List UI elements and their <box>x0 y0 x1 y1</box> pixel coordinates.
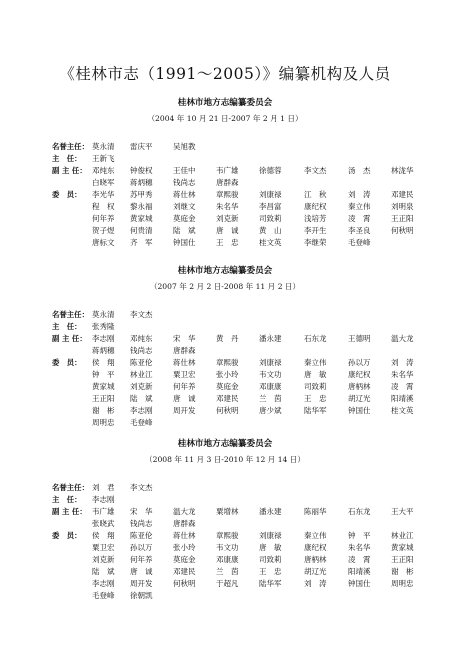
member-name: 毛登峰 <box>92 591 115 600</box>
member-name: 刘 涛 <box>348 190 371 199</box>
member-name: 林业江 <box>130 370 153 379</box>
member-name: 陆华军 <box>259 579 282 588</box>
member-name: 于超凡 <box>216 579 239 588</box>
member-name: 李昌富 <box>259 202 282 211</box>
member-name: 林业江 <box>391 531 414 540</box>
member-name: 何年养 <box>173 382 196 391</box>
member-name: 陆 斌 <box>173 226 196 235</box>
member-name: 李文杰 <box>130 483 153 492</box>
role-label: 名誉主任： <box>52 310 89 319</box>
member-name: 钟国仕 <box>173 238 196 247</box>
member-name: 何贵清 <box>130 226 153 235</box>
role-label: 主 任： <box>52 322 82 331</box>
member-name: 钱尚志 <box>173 178 196 187</box>
member-name: 秦立伟 <box>348 202 371 211</box>
member-row <box>0 393 450 404</box>
member-name: 章熙骏 <box>216 190 239 199</box>
section-title: 桂林市地方志编纂委员会 <box>177 266 273 276</box>
member-name: 唐群森 <box>216 178 239 187</box>
member-name: 黄家城 <box>92 382 115 391</box>
page-title: 《桂林市志（1991～2005）》编纂机构及人员 <box>59 65 391 83</box>
member-name: 蒋仕林 <box>173 531 196 540</box>
role-label: 副 主 任： <box>52 334 87 343</box>
member-name: 李圣良 <box>348 226 371 235</box>
role-label: 主 任： <box>52 495 82 504</box>
member-name: 朱名华 <box>216 202 239 211</box>
member-name: 粟卫宏 <box>92 543 115 552</box>
member-name: 司致莉 <box>259 214 282 223</box>
member-name: 吴旭教 <box>173 142 196 151</box>
member-name: 陆 斌 <box>92 567 115 576</box>
member-name: 韦文功 <box>259 370 282 379</box>
member-name: 江 秋 <box>304 190 327 199</box>
member-name: 何年养 <box>130 555 153 564</box>
member-name: 刘明泉 <box>391 202 414 211</box>
member-name: 邓纯东 <box>92 166 115 175</box>
member-name: 徐德蓉 <box>259 166 282 175</box>
member-name: 陆华军 <box>304 406 327 415</box>
member-name: 王佳中 <box>173 166 196 175</box>
member-row <box>0 201 450 212</box>
section-date-range: （2007 年 2 月 2 日-2008 年 11 月 2 日） <box>149 282 301 291</box>
member-name: 章熙骏 <box>216 358 239 367</box>
member-name: 宋 华 <box>173 334 196 343</box>
member-name: 浅培芳 <box>304 214 327 223</box>
member-name: 雷庆平 <box>130 142 153 151</box>
member-name: 粟增林 <box>216 507 239 516</box>
member-name: 孙以万 <box>130 543 153 552</box>
member-row <box>0 213 450 224</box>
member-name: 王正阳 <box>391 555 414 564</box>
member-name: 秦立伟 <box>304 358 327 367</box>
member-row <box>0 417 450 428</box>
member-name: 唐 诚 <box>216 226 239 235</box>
member-name: 潘永建 <box>259 334 282 343</box>
member-name: 王新飞 <box>92 154 115 163</box>
member-name: 凌 霄 <box>348 555 371 564</box>
member-name: 唐 敏 <box>259 543 282 552</box>
member-name: 兰 茵 <box>216 567 239 576</box>
member-name: 阳靖溪 <box>348 567 371 576</box>
member-name: 何秋明 <box>216 406 239 415</box>
member-name: 齐 军 <box>130 238 153 247</box>
member-name: 王 忠 <box>216 238 239 247</box>
member-name: 韦广雄 <box>216 166 239 175</box>
member-name: 唐群森 <box>173 346 196 355</box>
member-name: 邓康康 <box>259 382 282 391</box>
member-name: 何年养 <box>92 214 115 223</box>
member-name: 黄家城 <box>130 214 153 223</box>
member-name: 钱尚志 <box>130 346 153 355</box>
member-row <box>0 518 450 529</box>
member-name: 刘 君 <box>92 483 115 492</box>
member-name: 贺子煜 <box>92 226 115 235</box>
member-row <box>0 357 450 368</box>
member-row <box>0 482 450 493</box>
member-name: 章熙骏 <box>216 531 239 540</box>
member-name: 刘康禄 <box>259 358 282 367</box>
member-row <box>0 494 450 505</box>
member-name: 王正阳 <box>391 214 414 223</box>
member-name: 阳靖溪 <box>391 394 414 403</box>
role-label: 主 任： <box>52 154 82 163</box>
member-name: 王正阳 <box>92 394 115 403</box>
member-name: 白晓军 <box>92 178 115 187</box>
member-name: 温大龙 <box>173 507 196 516</box>
member-name: 唐标文 <box>92 238 115 247</box>
member-name: 钟 平 <box>92 370 115 379</box>
member-row <box>0 566 450 577</box>
member-name: 司致莉 <box>259 555 282 564</box>
section-date-range: （2008 年 11 月 3 日-2010 年 12 月 14 日） <box>145 455 305 464</box>
member-name: 周明忠 <box>92 418 115 427</box>
member-row <box>0 165 450 176</box>
member-name: 邓康康 <box>216 555 239 564</box>
member-name: 李继荣 <box>304 238 327 247</box>
member-name: 康纪权 <box>348 370 371 379</box>
member-name: 陈亚伦 <box>130 358 153 367</box>
member-row <box>0 333 450 344</box>
member-name: 温大龙 <box>391 334 414 343</box>
member-row <box>0 321 450 332</box>
member-name: 林泷华 <box>391 166 414 175</box>
role-label: 名誉主任： <box>52 483 89 492</box>
member-name: 刘克新 <box>92 555 115 564</box>
member-name: 毛登峰 <box>130 418 153 427</box>
member-name: 侯 翔 <box>92 531 115 540</box>
member-row <box>0 554 450 565</box>
member-name: 谢 彬 <box>92 406 115 415</box>
member-name: 桂文英 <box>391 406 414 415</box>
member-name: 唐柄林 <box>348 382 371 391</box>
member-row <box>0 381 450 392</box>
member-name: 胡辽光 <box>348 394 371 403</box>
member-name: 朱名华 <box>348 543 371 552</box>
member-name: 石东龙 <box>348 507 371 516</box>
member-name: 莫庭金 <box>216 382 239 391</box>
member-name: 张小玲 <box>216 370 239 379</box>
member-name: 王大平 <box>391 507 414 516</box>
member-row <box>0 177 450 188</box>
member-name: 孙以万 <box>348 358 371 367</box>
member-name: 周开发 <box>173 406 196 415</box>
member-row <box>0 141 450 152</box>
member-name: 何秋明 <box>391 226 414 235</box>
member-name: 康纪权 <box>304 543 327 552</box>
member-row <box>0 369 450 380</box>
role-label: 委 员： <box>52 358 82 367</box>
member-name: 黄 丹 <box>216 334 239 343</box>
member-name: 周明忠 <box>391 579 414 588</box>
member-row <box>0 590 450 601</box>
member-name: 司致莉 <box>304 382 327 391</box>
role-label: 委 员： <box>52 190 82 199</box>
member-name: 汤 杰 <box>348 166 371 175</box>
member-name: 莫永清 <box>92 310 115 319</box>
member-name: 桂文英 <box>259 238 282 247</box>
member-name: 张秀隆 <box>92 322 115 331</box>
member-row <box>0 542 450 553</box>
member-name: 刘克新 <box>130 382 153 391</box>
member-row <box>0 153 450 164</box>
member-name: 王 忠 <box>304 394 327 403</box>
member-name: 何秋明 <box>173 579 196 588</box>
role-label: 副 主 任： <box>52 507 87 516</box>
member-name: 张小玲 <box>173 543 196 552</box>
member-name: 苏甲秀 <box>130 190 153 199</box>
member-name: 刘克新 <box>216 214 239 223</box>
member-row <box>0 506 450 517</box>
member-name: 刘 涛 <box>304 579 327 588</box>
member-row <box>0 189 450 200</box>
member-name: 刘 涛 <box>391 358 414 367</box>
member-name: 王德明 <box>348 334 371 343</box>
member-name: 潘永建 <box>259 507 282 516</box>
member-row <box>0 405 450 416</box>
member-row <box>0 225 450 236</box>
member-name: 李志刚 <box>92 579 115 588</box>
member-name: 胡辽光 <box>304 567 327 576</box>
role-label: 委 员： <box>52 531 82 540</box>
section-date-range: （2004 年 10 月 21 日-2007 年 2 月 1 日） <box>147 114 303 123</box>
member-name: 李志刚 <box>92 334 115 343</box>
member-name: 唐群森 <box>173 519 196 528</box>
member-name: 李文杰 <box>130 310 153 319</box>
member-row <box>0 345 450 356</box>
member-name: 蒋炳穗 <box>92 346 115 355</box>
member-row <box>0 530 450 541</box>
member-row <box>0 237 450 248</box>
member-name: 蒋仕林 <box>173 190 196 199</box>
member-name: 李志刚 <box>92 495 115 504</box>
member-row <box>0 578 450 589</box>
member-name: 陈亚伦 <box>130 531 153 540</box>
member-row <box>0 309 450 320</box>
section-title: 桂林市地方志编纂委员会 <box>177 439 273 449</box>
member-name: 王 忠 <box>259 567 282 576</box>
member-name: 邓建民 <box>216 394 239 403</box>
member-name: 石东龙 <box>304 334 327 343</box>
member-name: 邓建民 <box>391 190 414 199</box>
member-name: 唐少斌 <box>259 406 282 415</box>
role-label: 名誉主任： <box>52 142 89 151</box>
member-name: 刘康禄 <box>259 531 282 540</box>
member-name: 唐柄林 <box>304 555 327 564</box>
member-name: 黎永福 <box>130 202 153 211</box>
member-name: 莫庭金 <box>173 214 196 223</box>
member-name: 刘继文 <box>173 202 196 211</box>
member-name: 黄家城 <box>391 543 414 552</box>
member-name: 凌 霄 <box>348 214 371 223</box>
member-name: 陈丽华 <box>304 507 327 516</box>
member-name: 蒋仕林 <box>173 358 196 367</box>
member-name: 程 权 <box>92 202 115 211</box>
member-name: 唐 敏 <box>304 370 327 379</box>
member-name: 兰 茵 <box>259 394 282 403</box>
section-title: 桂林市地方志编纂委员会 <box>177 98 273 108</box>
member-name: 刘康禄 <box>259 190 282 199</box>
member-name: 侯 翔 <box>92 358 115 367</box>
member-name: 凌 霄 <box>391 382 414 391</box>
member-name: 谢 彬 <box>391 567 414 576</box>
member-name: 徐朝凯 <box>130 591 153 600</box>
member-name: 康纪权 <box>304 202 327 211</box>
member-name: 张晓武 <box>92 519 115 528</box>
member-name: 钟国仕 <box>348 579 371 588</box>
member-name: 李开生 <box>304 226 327 235</box>
member-name: 钟俊权 <box>130 166 153 175</box>
member-name: 粟卫宏 <box>173 370 196 379</box>
member-name: 钱尚志 <box>130 519 153 528</box>
member-name: 陆 斌 <box>130 394 153 403</box>
member-name: 朱名华 <box>391 370 414 379</box>
member-name: 宋 华 <box>130 507 153 516</box>
role-label: 副 主 任： <box>52 166 87 175</box>
member-name: 李光华 <box>92 190 115 199</box>
member-name: 李文杰 <box>304 166 327 175</box>
member-name: 韦广雄 <box>92 507 115 516</box>
member-name: 唐 诚 <box>173 394 196 403</box>
member-name: 蒋炳穗 <box>130 178 153 187</box>
member-name: 秦立伟 <box>304 531 327 540</box>
member-name: 钟 平 <box>348 531 371 540</box>
member-name: 莫庭金 <box>173 555 196 564</box>
member-name: 周开发 <box>130 579 153 588</box>
member-name: 唐 诚 <box>130 567 153 576</box>
member-name: 李志刚 <box>130 406 153 415</box>
member-name: 韦文功 <box>216 543 239 552</box>
member-name: 钟国仕 <box>348 406 371 415</box>
member-name: 毛登峰 <box>348 238 371 247</box>
member-name: 莫永清 <box>92 142 115 151</box>
member-name: 邓建民 <box>173 567 196 576</box>
member-name: 黄 山 <box>259 226 282 235</box>
member-name: 邓纯东 <box>130 334 153 343</box>
